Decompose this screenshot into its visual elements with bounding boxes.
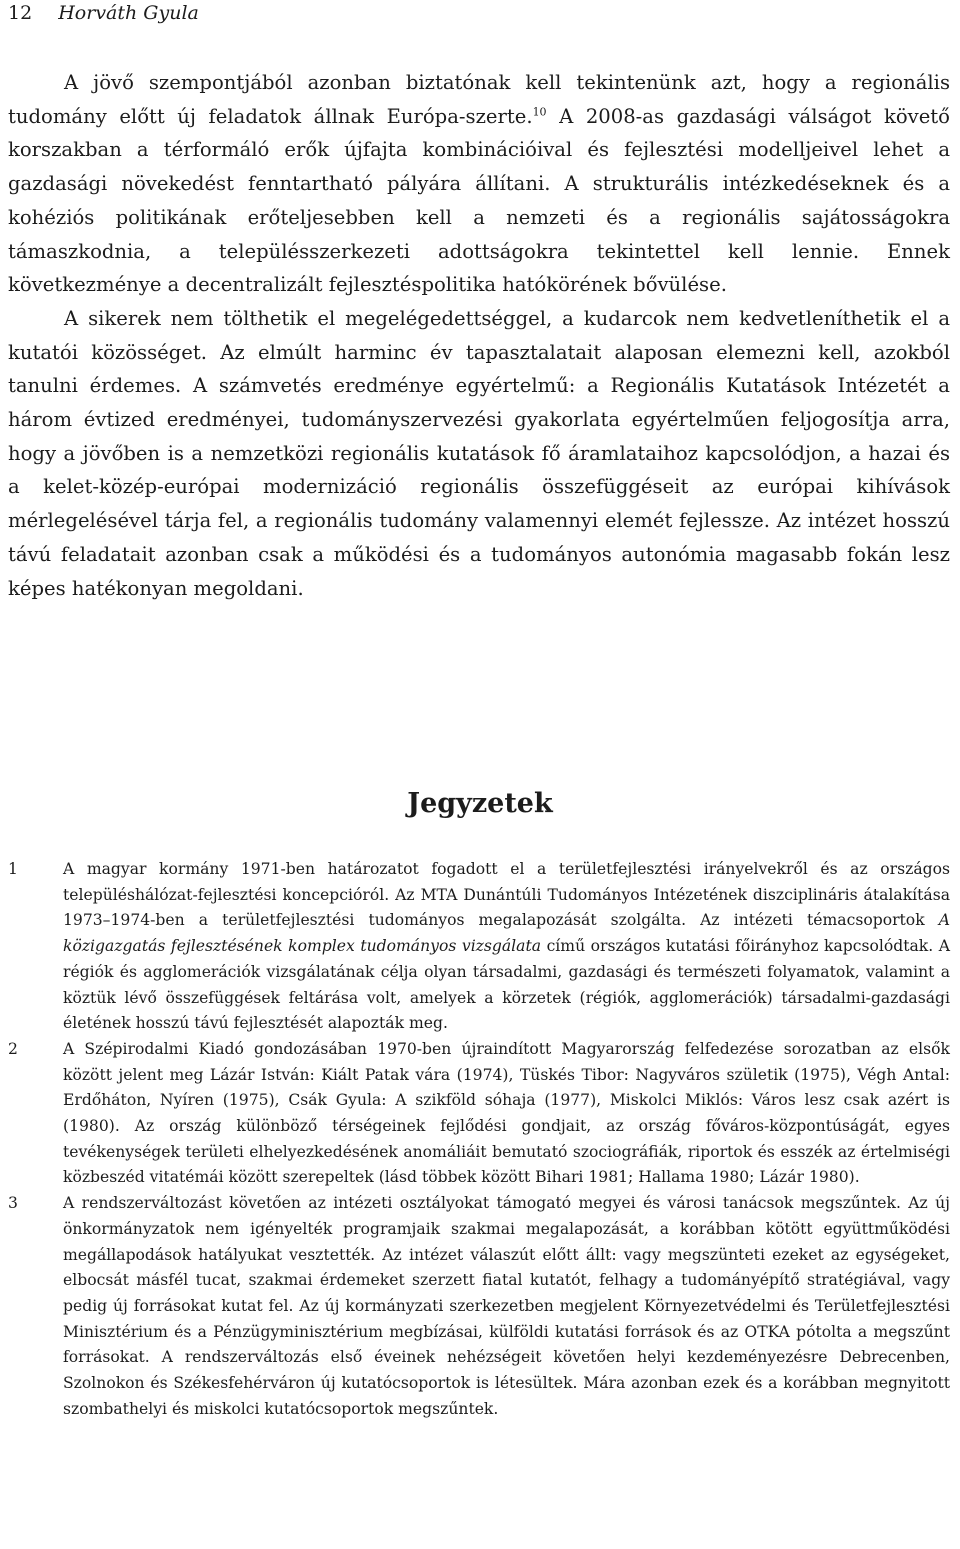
note-number: 1 (8, 860, 18, 878)
paragraph-1-text-a: A jövő szempontjából azonban biztatónak kell tekintenünk azt, hogy a regionális tudomány előtt új feladatok állnak Európa-szerte. (8, 71, 950, 128)
notes-heading: Jegyzetek (407, 788, 553, 819)
paragraph-1 (8, 66, 950, 302)
note-item (8, 1191, 950, 1422)
note-number: 2 (8, 1039, 18, 1058)
running-header (8, 2, 199, 24)
note-text (63, 857, 950, 1037)
running-head-author: Horváth Gyula (58, 2, 199, 24)
note-item (8, 1037, 950, 1191)
note-text-part: című országos kutatási főirányhoz kapcsolódtak. A régiók és agglomerációk vizsgálatának célja olyan társadalmi, gazdasági és természeti folyamatok, valamint a köztük lévő összefüggések feltárása volt, amelyek a körzetek (régiók, agglomerációk) társadalmi-gazdasági életének hosszú távú fejlesztését alapozták meg. (63, 937, 951, 1033)
main-text (8, 66, 950, 605)
note-number: 3 (8, 1194, 18, 1213)
paragraph-2: A sikerek nem tölthetik el megelégedettséggel, a kudarcok nem kedvetleníthetik el a kutatói közösséget. Az elmúlt harminc év tapasztalatait alaposan elemezni kell, azokból tanulni érdemes. A számvetés eredménye egyértelmű: a Regionális Kutatások Intézetét a három évtized eredményei, tudományszervezési gyakorlata egyértelműen feljogosítja arra, hogy a jövőben is a nemzetközi regionális kutatások fő áramlataihoz kapcsolódjon, a hazai és a kelet-közép-európai modernizáció regionális összefüggéseit az európai kihívások mérlegelésével tárja fel, a regionális tudomány valamennyi elemét fejlessze. Az intézet hosszú távú feladatait azonban csak a működési és a tudományos autonómia magasabb fokán lesz képes hatékonyan megoldani. (8, 306, 950, 600)
note-text: A rendszerváltozást követően az intézeti osztályokat támogató megyei és városi tanácsok megszűntek. Az új önkormányzatok nem igényelték programjaik szakmai megalapozását, a korábban kötött együttműködési megállapodások hatályukat vesztették. Az intézet válaszút előtt állt: vagy megszünteti ezeket az egységeket, elbocsát másfél tucat, szakmai érdemeket szerzett fiatal kutatót, felhagy a tudományépítő stratégiával, vagy pedig új forrásokat kutat fel. Az új kormányzati szerkezetben megjelent Környezetvédelmi és Területfejlesztési Minisztérium és a Pénzügyminisztérium megbízásai, külföldi kutatási források és az OTKA pótolta a megszűnt forrásokat. A rendszerváltozás első éveinek nehézségeit követően helyi kezdeményezésre Debrecenben, Szolnokon és Székesfehérváron új kutatócsoportok is létesültek. Mára azonban ezek és a korábban megnyitott szombathelyi és miskolci kutatócsoportok megszűntek. (63, 1194, 950, 1418)
page-number: 12 (8, 2, 33, 24)
note-text-part: A magyar kormány 1971-ben határozatot fogadott el a területfejlesztési irányelvekről és az országos településhálózat-fejlesztési koncepcióról. Az MTA Dunántúli Tudományos Intézetének diszciplináris átalakítása 1973–1974-ben a területfejlesztési tudományos megalapozását szolgálta. Az intézeti témacsoportok (63, 860, 950, 930)
note-item (8, 857, 950, 1037)
notes-list (8, 857, 950, 1422)
paragraph-1-text-b: A 2008-as gazdasági válságot követő korszakban a térformáló erők újfajta kombinációival és fejlesztési modelljeivel lehet a gazdasági növekedést fenntartható pályára állítani. A strukturális intézkedéseknek és a kohéziós politikának erőteljesebben kell a nemzeti és a regionális sajátosságokra támaszkodnia, a településszerkezeti adottságokra tekintettel kell lennie. Ennek következménye a decentralizált fejlesztéspolitika hatókörének bővülése. (8, 104, 950, 297)
note-italic-title: A közigazgatás fejlesztésének komplex tudományos vizsgálata (63, 911, 950, 956)
note-text: A Szépirodalmi Kiadó gondozásában 1970-ben újraindított Magyarország felfedezése sorozatban az elsők között jelent meg Lázár István: Kiált Patak vára (1974), Tüskés Tibor: Nagyváros születik (1975), Végh Antal: Erdőháton, Nyíren (1975), Csák Gyula: A szikföld sóhaja (1977), Miskolci Miklós: Város lesz csak azért is (1980). Az ország különböző térségeinek fejlődési gondjait, az ország főváros-központúságát, egyes tevékenységek területi elhelyezkedésének anomáliáit bemutató szociográfiák, riportok és esszék az értelmiségi közbeszéd vitatémái között szerepeltek (lásd többek között Bihari 1981; Hallama 1980; Lázár 1980). (63, 1039, 950, 1187)
footnote-reference: 10 (532, 105, 547, 119)
